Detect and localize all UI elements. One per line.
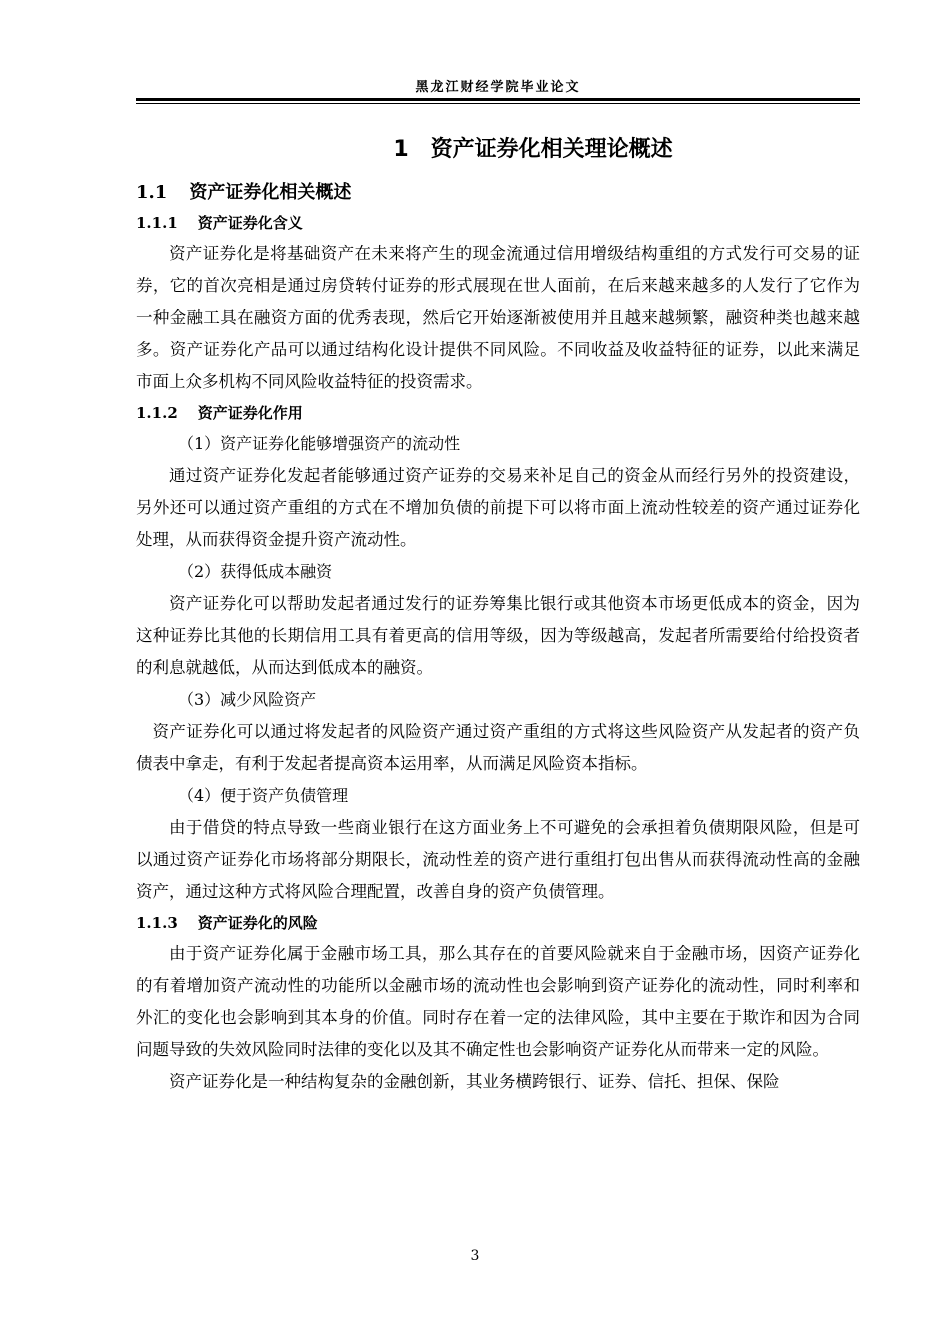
item-label-3: （3）减少风险资产 [178,690,317,709]
section-title: 资产证券化相关概述 [189,182,352,203]
subsection-title: 资产证券化的风险 [197,914,318,932]
item-label-1: （1）资产证券化能够增强资产的流动性 [178,434,461,453]
item-text-4: 由于借贷的特点导致一些商业银行在这方面业务上不可避免的会承担着负债期限风险，但是可以通过资产证券化市场将部分期限长，流动性差的资产进行重组打包出售从而获得流动性高的金融资产，通过这种方式将风险合理配置，改善自身的资产负债管理。 [136,818,860,901]
paragraph-definition: 资产证券化是将基础资产在未来将产生的现金流通过信用增级结构重组的方式发行可交易的证券，它的首次亮相是通过房贷转付证券的形式展现在世人面前，在后来越来越多的人发行了它作为一种金融工具在融资方面的优秀表现，然后它开始逐渐被使用并且越来越频繁，融资种类也越来越多。资产证券化产品可以通过结构化设计提供不同风险。不同收益及收益特征的证券，以此来满足市面上众多机构不同风险收益特征的投资需求。 [136,244,860,391]
chapter-title: 资产证券化相关理论概述 [430,137,673,162]
subsection-heading-1-1-1 [136,208,860,238]
subsection-number: 1.1.2 [136,404,178,422]
item-text-1: 通过资产证券化发起者能够通过资产证券的交易来补足自己的资金从而经行另外的投资建设，另外还可以通过资产重组的方式在不增加负债的前提下可以将市面上流动性较差的资产通过证券化处理，从而获得资金提升资产流动性。 [136,466,860,549]
section-heading-1-1 [136,178,860,208]
item-text-3: 资产证券化可以通过将发起者的风险资产通过资产重组的方式将这些风险资产从发起者的资产负债表中拿走，有利于发起者提高资本运用率，从而满足风险资本指标。 [136,722,860,773]
chapter-heading [136,132,860,168]
item-label-2: （2）获得低成本融资 [178,562,333,581]
section-number: 1.1 [136,182,168,203]
subsection-heading-1-1-2 [136,398,860,428]
item-text-2: 资产证券化可以帮助发起者通过发行的证券筹集比银行或其他资本市场更低成本的资金，因为这种证券比其他的长期信用工具有着更高的信用等级，因为等级越高，发起者所需要给付给投资者的利息就越低，从而达到低成本的融资。 [136,594,860,677]
page-header-title: 黑龙江财经学院毕业论文 [415,80,581,95]
header-rule-thick [136,98,860,101]
subsection-heading-1-1-3 [136,908,860,938]
document-body [136,132,860,1098]
paragraph-risk-2: 资产证券化是一种结构复杂的金融创新，其业务横跨银行、证券、信托、担保、保险 [169,1072,780,1091]
paragraph-risk-1: 由于资产证券化属于金融市场工具，那么其存在的首要风险就来自于金融市场，因资产证券化的有着增加资产流动性的功能所以金融市场的流动性也会影响到资产证券化的流动性，同时利率和外汇的变化也会影响到其本身的价值。同时存在着一定的法律风险，其中主要在于欺诈和因为合同问题导致的失效风险同时法律的变化以及其不确定性也会影响资产证券化从而带来一定的风险。 [136,944,860,1059]
subsection-title: 资产证券化作用 [197,404,303,422]
subsection-number: 1.1.3 [136,914,178,932]
subsection-number: 1.1.1 [136,214,178,232]
subsection-title: 资产证券化含义 [197,214,303,232]
chapter-number: 1 [393,137,409,162]
header-rule-thin [136,103,860,104]
item-label-4: （4）便于资产负债管理 [178,786,349,805]
page-number: 3 [470,1248,480,1264]
